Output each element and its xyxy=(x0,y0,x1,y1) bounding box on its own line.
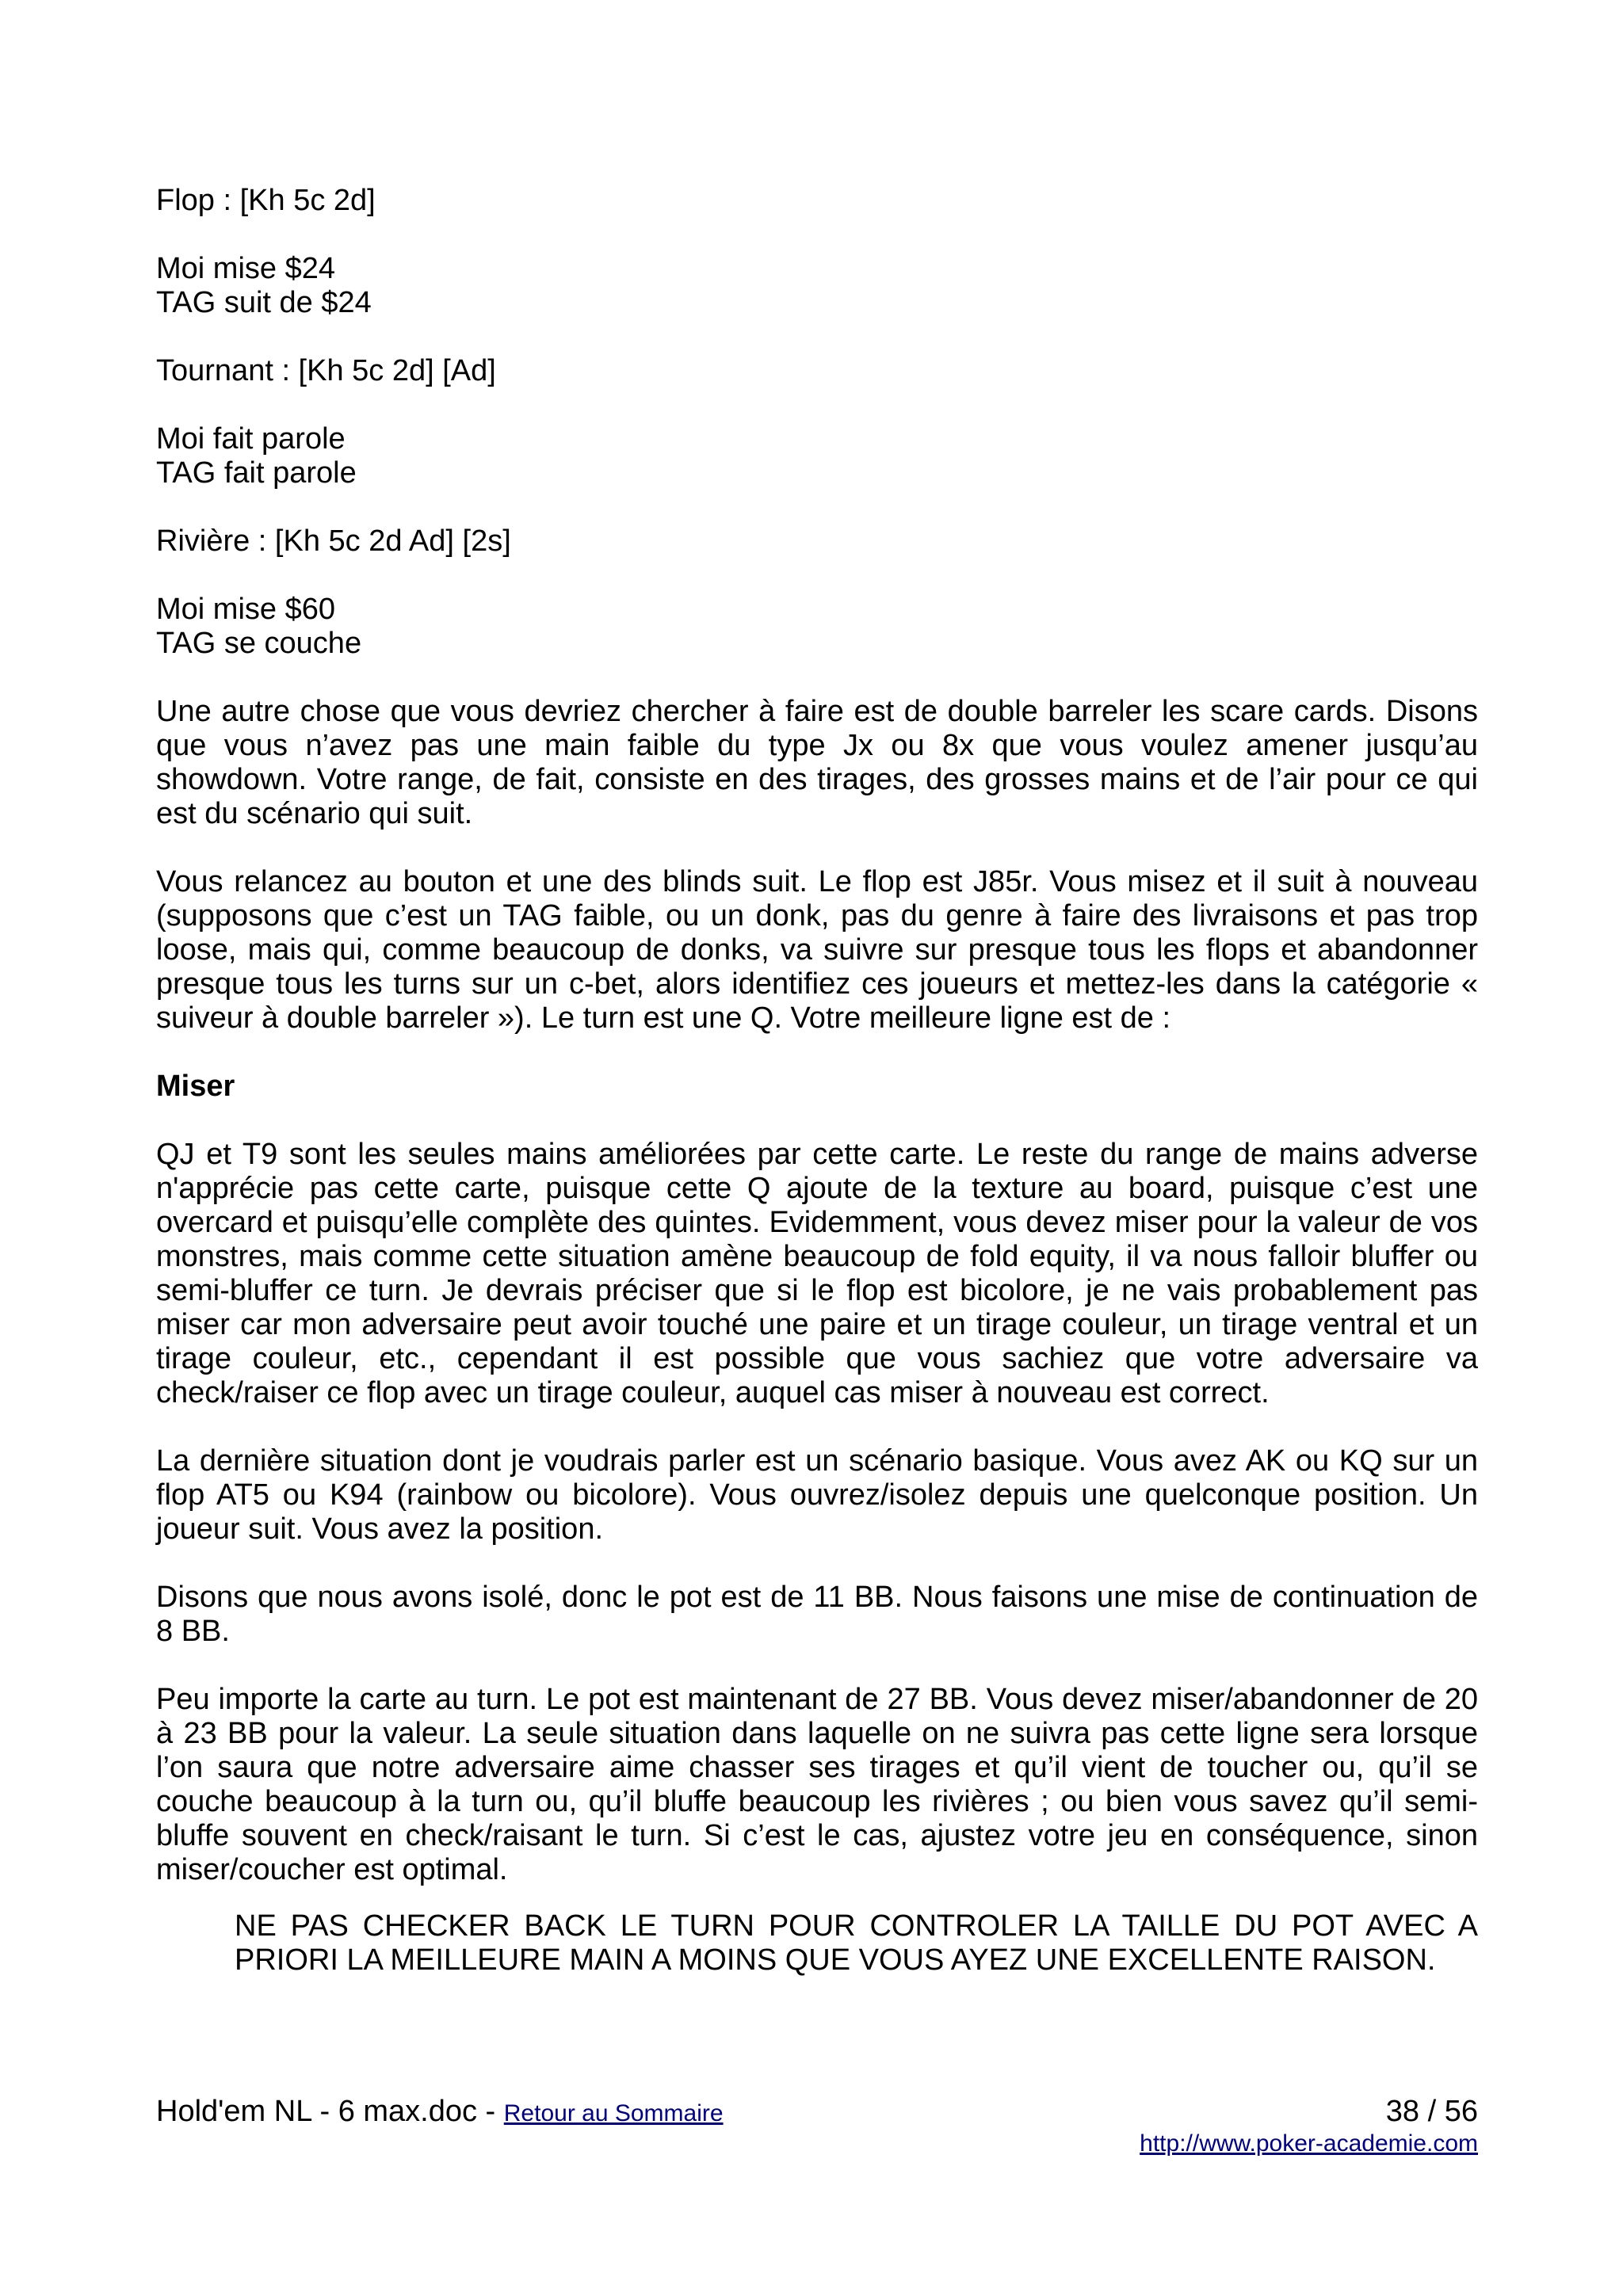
flop-line: Flop : [Kh 5c 2d] xyxy=(156,184,376,217)
paragraph-scenario: Vous relancez au bouton et une des blinds suit. Le flop est J85r. Vous misez et il suit à nouveau (supposons que c’est un TAG faible, ou un donk, pas du genre à faire des livraisons et pas trop loose, mais qui, comme beaucoup de donks, va suivre sur presque tous les flops et abandonner presque tous les turns sur un c-bet, alors identifiez ces joueurs et mettez-les dans la catégorie « suiveur à double barreler »). Le turn est une Q. Votre meilleure ligne est de : xyxy=(156,865,1478,1035)
footer-doc-info xyxy=(156,2095,724,2130)
turn-action-villain: TAG fait parole xyxy=(156,456,357,490)
river-line: Rivière : [Kh 5c 2d Ad] [2s] xyxy=(156,524,511,558)
flop-action-hero: Moi mise $24 xyxy=(156,252,335,285)
website-link[interactable]: http://www.poker-academie.com xyxy=(1140,2130,1478,2157)
footer-doc-name: Hold'em NL - 6 max.doc - xyxy=(156,2095,504,2128)
paragraph-pot-size: Disons que nous avons isolé, donc le pot est de 11 BB. Nous faisons une mise de continuation de 8 BB. xyxy=(156,1581,1478,1648)
paragraph-turn: Peu importe la carte au turn. Le pot est maintenant de 27 BB. Vous devez miser/abandonner de 20 à 23 BB pour la valeur. La seule situation dans laquelle on ne suivra pas cette ligne sera lorsque l’on saura que notre adversaire aime chasser ses tirages et qu’il vient de toucher ou, qu’il se couche beaucoup à la turn ou, qu’il bluffe beaucoup les rivières ; ou bien vous savez qu’il semi-bluffe souvent en check/raisant le turn. Si c’est le cas, ajustez votre jeu en conséquence, sinon miser/coucher est optimal. xyxy=(156,1683,1478,1886)
warning-note: NE PAS CHECKER BACK LE TURN POUR CONTROLER LA TAILLE DU POT AVEC A PRIORI LA MEILLEURE MAIN A MOINS QUE VOUS AYEZ UNE EXCELLENTE RAISON. xyxy=(235,1909,1478,1977)
river-action-hero: Moi mise $60 xyxy=(156,593,335,626)
paragraph-analysis: QJ et T9 sont les seules mains améliorées par cette carte. Le reste du range de mains adverse n'apprécie pas cette carte, puisque cette Q ajoute de la texture au board, puisque c’est une overcard et puisqu’elle complète des quintes. Evidemment, vous devez miser pour la valeur de vos monstres, mais comme cette situation amène beaucoup de fold equity, il va nous falloir bluffer ou semi-bluffer ce turn. Je devrais préciser que si le flop est bicolore, je ne vais probablement pas miser car mon adversaire peut avoir touché une paire et un tirage couleur, un tirage ventral et un tirage couleur, etc., cependant il est possible que vous sachiez que votre adversaire va check/raiser ce flop avec un tirage couleur, auquel cas miser à nouveau est correct. xyxy=(156,1138,1478,1409)
back-to-summary-link[interactable]: Retour au Sommaire xyxy=(503,2100,724,2126)
page-number: 38 / 56 xyxy=(1385,2095,1478,2128)
section-heading: Miser xyxy=(156,1070,235,1103)
turn-action-hero: Moi fait parole xyxy=(156,422,346,456)
paragraph-double-barrel: Une autre chose que vous devriez chercher à faire est de double barreler les scare cards. Disons que vous n’avez pas une main faible du type Jx ou 8x que vous voulez amener jusqu’au showdown. Votre range, de fait, consiste en des tirages, des grosses mains et de l’air pour ce qui est du scénario qui suit. xyxy=(156,695,1478,830)
river-action-villain: TAG se couche xyxy=(156,627,362,660)
flop-action-villain: TAG suit de $24 xyxy=(156,286,372,319)
paragraph-basic-scenario: La dernière situation dont je voudrais parler est un scénario basique. Vous avez AK ou KQ sur un flop AT5 ou K94 (rainbow ou bicolore). Vous ouvrez/isolez depuis une quelconque position. Un joueur suit. Vous avez la position. xyxy=(156,1444,1478,1546)
turn-line: Tournant : [Kh 5c 2d] [Ad] xyxy=(156,354,496,387)
document-body xyxy=(156,184,1478,1978)
